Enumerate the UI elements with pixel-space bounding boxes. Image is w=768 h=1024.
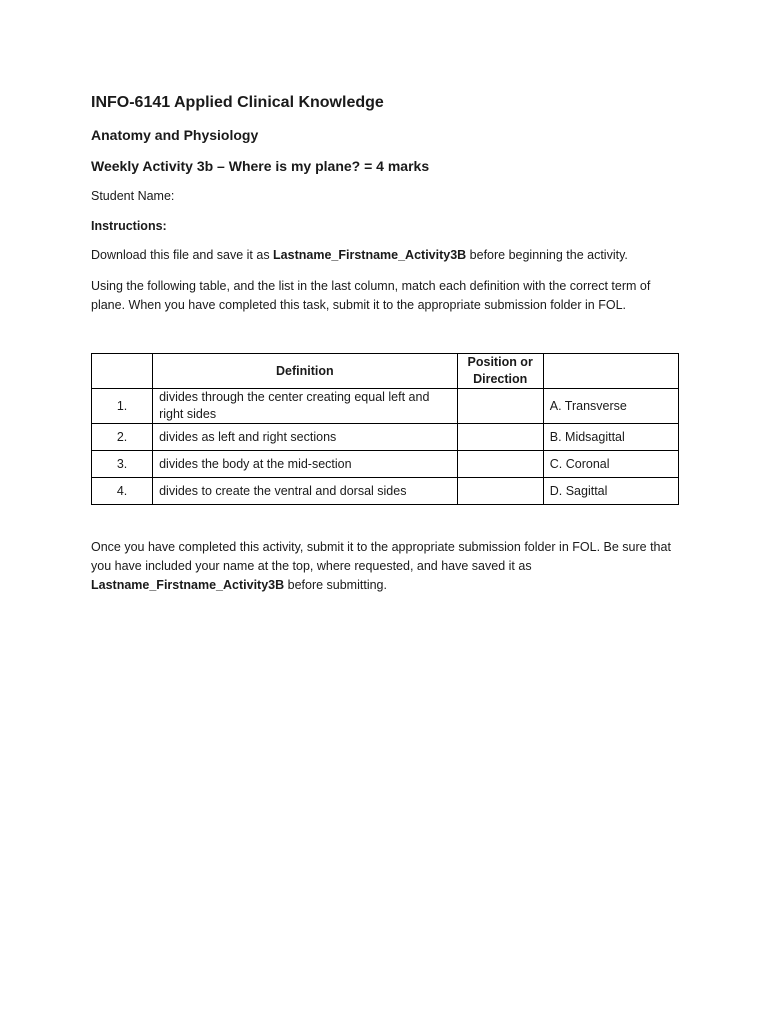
row-answer-cell[interactable] bbox=[457, 389, 543, 424]
row-answer-cell[interactable] bbox=[457, 451, 543, 478]
table-row bbox=[92, 478, 679, 505]
row-answer-cell[interactable] bbox=[457, 424, 543, 451]
submission-text-before: Once you have completed this activity, submit it to the appropriate submission folder in FOL. Be sure that you have included your name at the top, where requested, and have saved it as bbox=[91, 540, 671, 573]
row-number: 2. bbox=[92, 424, 153, 451]
row-term: D. Sagittal bbox=[543, 478, 678, 505]
document-title: INFO-6141 Applied Clinical Knowledge bbox=[91, 94, 384, 111]
row-term: B. Midsagittal bbox=[543, 424, 678, 451]
row-term: C. Coronal bbox=[543, 451, 678, 478]
document-subtitle: Anatomy and Physiology bbox=[91, 127, 259, 143]
row-number: 1. bbox=[92, 389, 153, 424]
submission-filename: Lastname_Firstname_Activity3B bbox=[91, 578, 285, 592]
submission-text-after: before submitting. bbox=[284, 578, 387, 592]
header-number bbox=[92, 354, 153, 389]
download-text-after: before beginning the activity. bbox=[466, 248, 628, 262]
row-term: A. Transverse bbox=[543, 389, 678, 424]
header-term bbox=[543, 354, 678, 389]
activity-heading: Weekly Activity 3b – Where is my plane? = 4 marks bbox=[91, 158, 430, 174]
download-instruction bbox=[91, 248, 628, 262]
row-number: 4. bbox=[92, 478, 153, 505]
table-row bbox=[92, 389, 679, 424]
student-name-label: Student Name: bbox=[91, 189, 175, 203]
matching-table bbox=[91, 353, 679, 505]
row-answer-cell[interactable] bbox=[457, 478, 543, 505]
row-number: 3. bbox=[92, 451, 153, 478]
instructions-heading: Instructions: bbox=[91, 219, 167, 233]
table-row bbox=[92, 424, 679, 451]
submission-instruction bbox=[91, 538, 681, 595]
download-text-before: Download this file and save it as bbox=[91, 248, 274, 262]
matching-instruction: Using the following table, and the list in the last column, match each definition with the correct term of plane. When you have completed this task, submit it to the appropriate submission folder in FOL. bbox=[91, 279, 651, 312]
row-definition: divides as left and right sections bbox=[153, 424, 458, 451]
table-header-row bbox=[92, 354, 679, 389]
row-definition: divides through the center creating equal left and right sides bbox=[153, 389, 458, 424]
header-definition: Definition bbox=[153, 354, 458, 389]
download-filename: Lastname_Firstname_Activity3B bbox=[273, 248, 467, 262]
row-definition: divides to create the ventral and dorsal sides bbox=[153, 478, 458, 505]
table-row bbox=[92, 451, 679, 478]
row-definition: divides the body at the mid-section bbox=[153, 451, 458, 478]
header-position: Position or Direction bbox=[457, 354, 543, 389]
